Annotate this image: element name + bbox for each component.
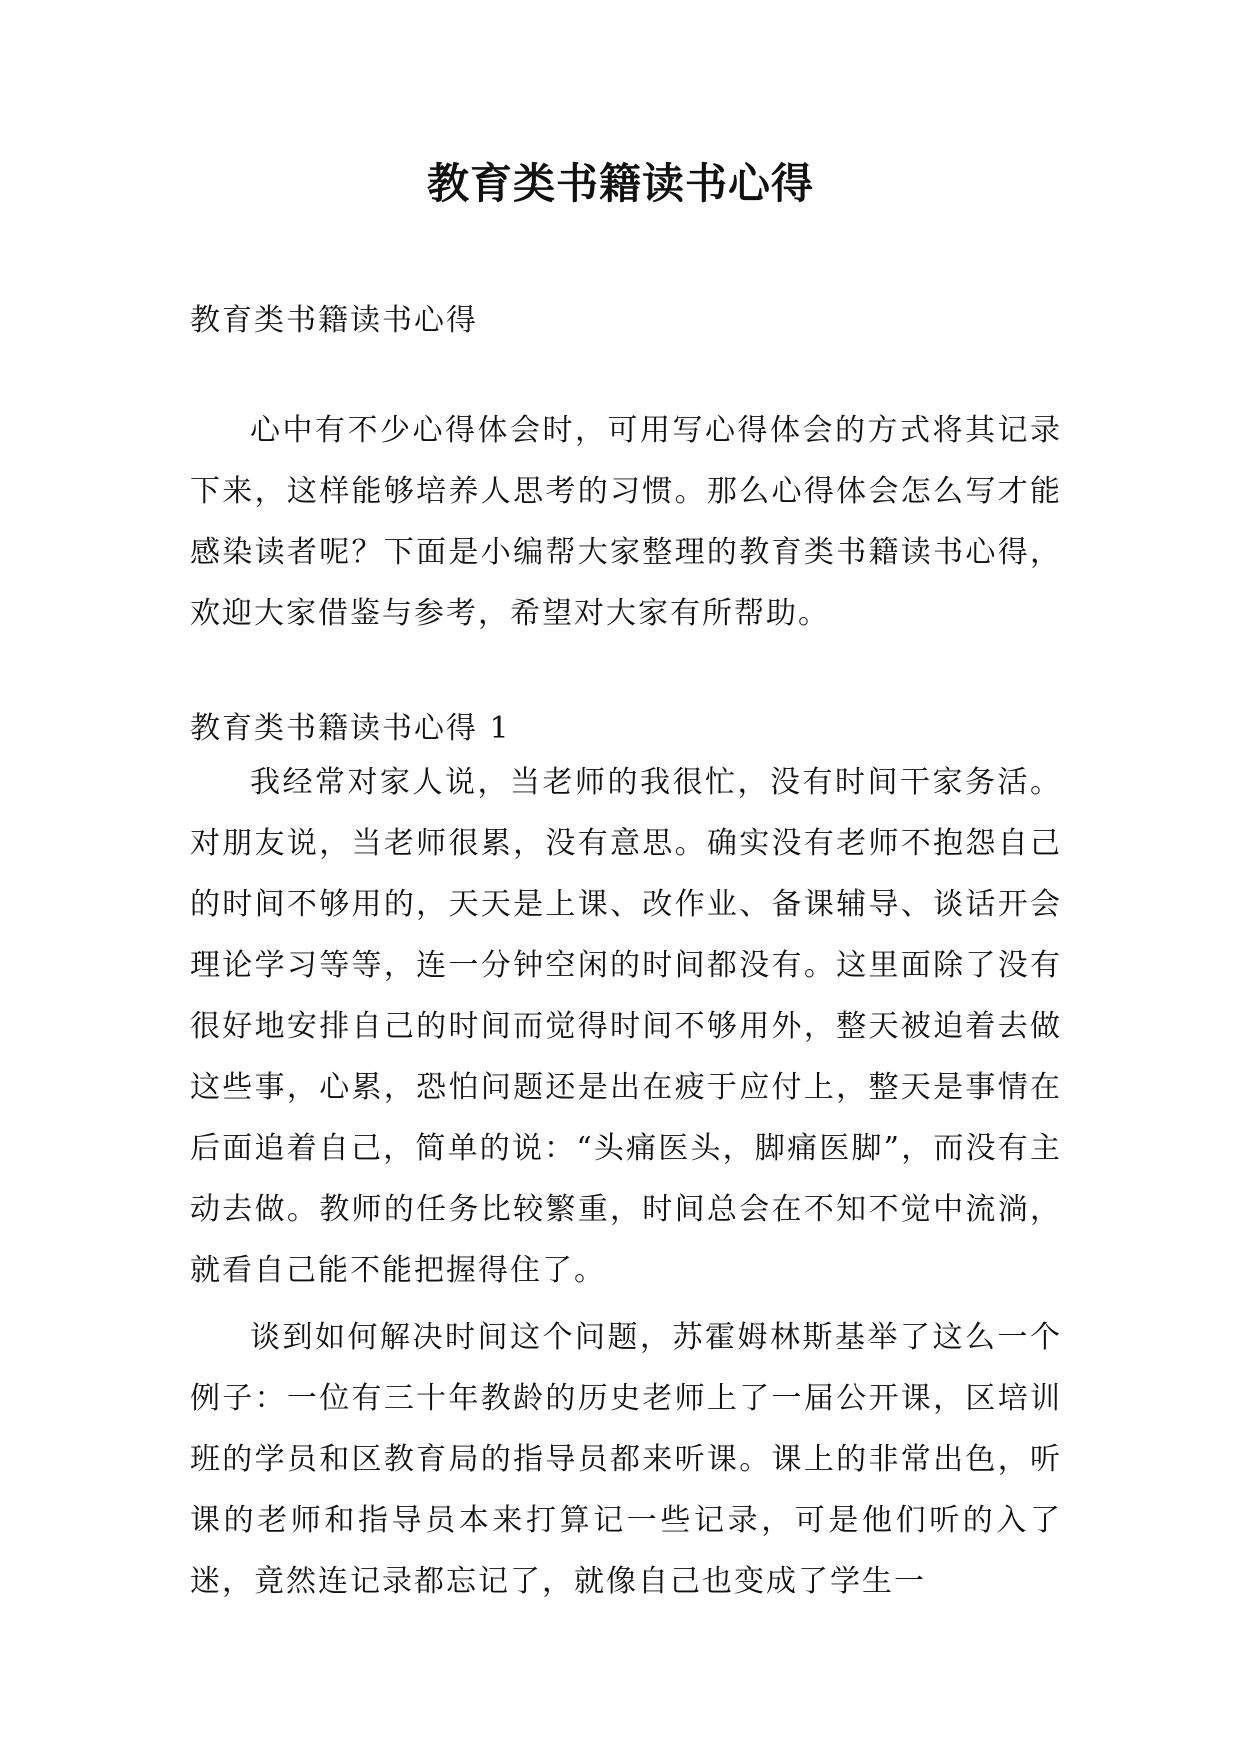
document-title: 教育类书籍读书心得 bbox=[426, 159, 814, 208]
body-paragraph-1: 我经常对家人说，当老师的我很忙，没有时间干家务活。对朋友说，当老师很累，没有意思。确实没有老师不抱怨自己的时间不够用的，天天是上课、改作业、备课辅导、谈话开会理论学习等等，连一分钟空闲的时间都没有。这里面除了没有很好地安排自己的时间而觉得时间不够用外，整天被迫着去做这些事，心累，恐怕问题还是出在疲于应付上，整天是事情在后面追着自己，简单的说：“头痛医头，脚痛医脚”，而没有主动去做。教师的任务比较繁重，时间总会在不知不觉中流淌，就看自己能不能把握得住了。 bbox=[190, 765, 1062, 1288]
section-title: 教育类书籍读书心得 1 bbox=[190, 711, 511, 746]
intro-paragraph: 心中有不少心得体会时，可用写心得体会的方式将其记录下来，这样能够培养人思考的习惯。那么心得体会怎么写才能感染读者呢？下面是小编帮大家整理的教育类书籍读书心得，欢迎大家借鉴与参考，希望对大家有所帮助。 bbox=[190, 413, 1062, 631]
document-subtitle: 教育类书籍读书心得 bbox=[190, 303, 478, 338]
body-paragraph-2: 谈到如何解决时间这个问题，苏霍姆林斯基举了这么一个例子：一位有三十年教龄的历史老师上了一届公开课，区培训班的学员和区教育局的指导员都来听课。课上的非常出色，听课的老师和指导员本来打算记一些记录，可是他们听的入了迷，竟然连记录都忘记了，就像自己也变成了学生一 bbox=[190, 1320, 1062, 1599]
